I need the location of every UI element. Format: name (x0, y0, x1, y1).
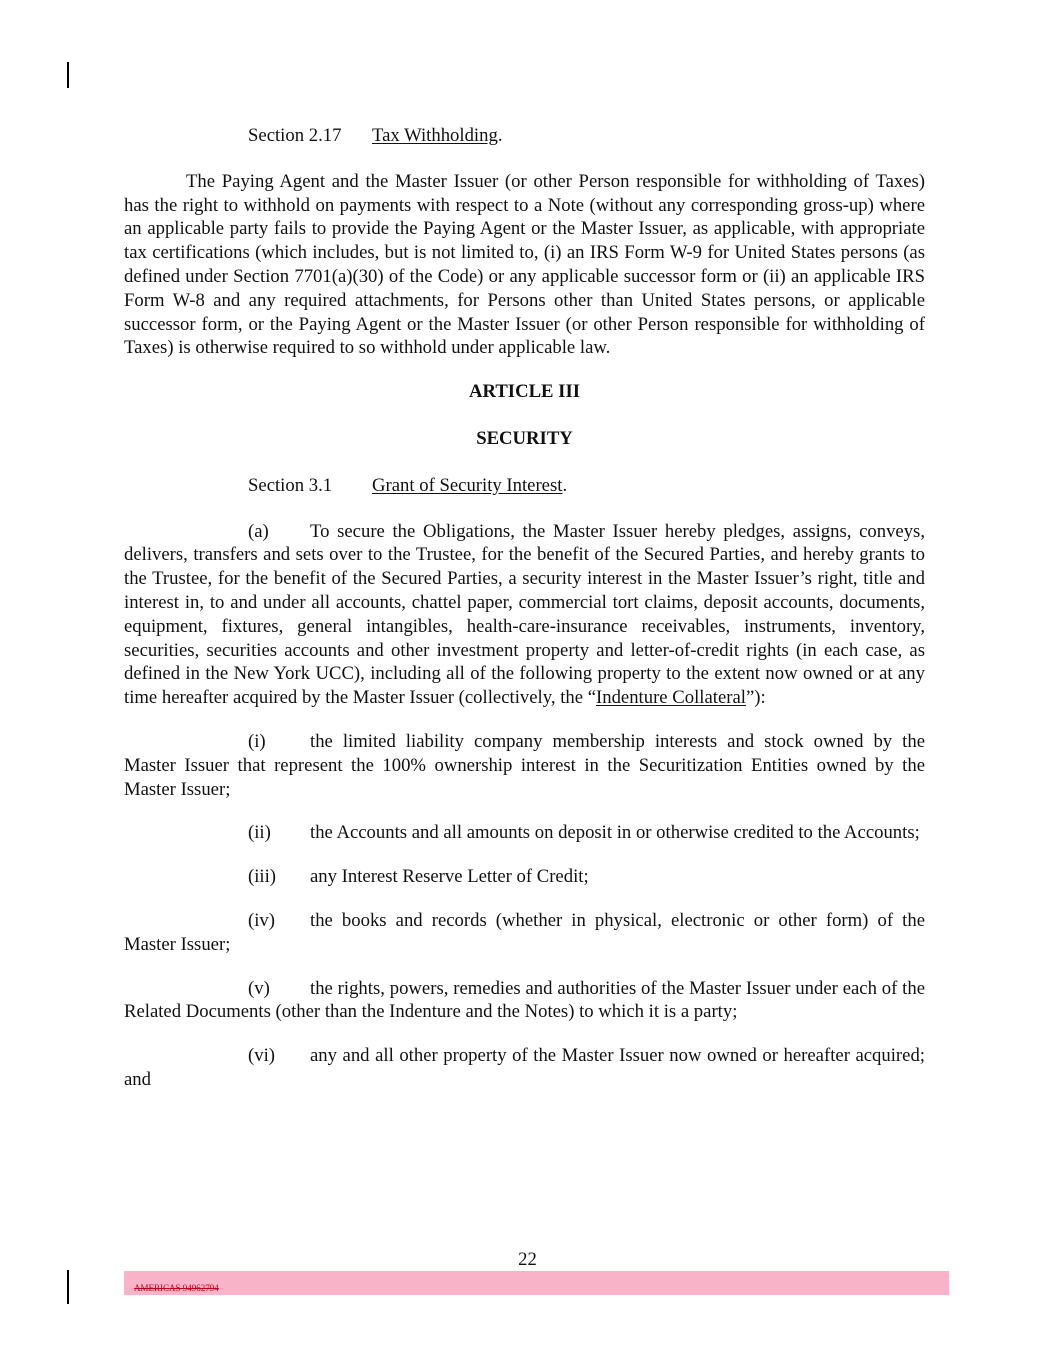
item-marker: (vi) (248, 1045, 275, 1067)
item-text: the Accounts and all amounts on deposit in or otherwise credited to the Accounts; (310, 822, 920, 844)
item-text: any and all other property of the Master Issuer now owned or hereafter acquired; and (124, 1045, 925, 1090)
item-text: the limited liability company membership interests and stock owned by the Master Issuer that represent the 100% ownership interest in the Securitization Entities owned by the Master Issuer; (124, 730, 925, 800)
list-item-i (124, 730, 925, 801)
item-marker: (i) (248, 730, 266, 752)
paragraph-a-text: To secure the Obligations, the Master Issuer hereby pledges, assigns, conveys, delivers, transfers and sets over to the Trustee, for the benefit of the Secured Parties, and hereby grants to the Trustee, for the benefit of the Secured Parties, a security interest in the Master Issuer’s right, title and interest in, to and under all accounts, chattel paper, commercial tort claims, deposit accounts, documents, equipment, fixtures, general intangibles, health-care-insurance receivables, instruments, inventory, securities, securities accounts and other investment property and letter-of-credit rights (in each case, as defined in the New York UCC), including all of the following property to the extent now owned or at any time hereafter acquired by the Master Issuer (collectively, the “ (124, 520, 925, 709)
list-item-iv (124, 909, 925, 957)
document-id: AMERICAS 94962794 (134, 1283, 219, 1293)
article-title: SECURITY (476, 427, 573, 449)
item-text: the books and records (whether in physical, electronic or other form) of the Master Issuer; (124, 909, 925, 955)
item-text: any Interest Reserve Letter of Credit; (310, 866, 589, 888)
item-marker: (v) (248, 977, 270, 999)
list-item-vi (124, 1044, 925, 1092)
defined-term: Indenture Collateral (596, 687, 746, 709)
document-body (124, 124, 925, 1112)
paragraph-a-text-end: ”): (745, 687, 766, 709)
page-number: 22 (518, 1249, 537, 1270)
article-number: ARTICLE III (469, 381, 580, 403)
section-number: Section 3.1 (248, 474, 333, 496)
list-item-ii (124, 821, 925, 845)
section-2-17-heading (124, 124, 925, 148)
paragraph-a (124, 520, 925, 710)
item-text: the rights, powers, remedies and authorities of the Master Issuer under each of the Related Documents (other than the Indenture and the Notes) to which it is a party; (124, 977, 925, 1023)
change-bar-top (67, 62, 69, 88)
change-bar-bottom (67, 1270, 69, 1304)
section-title: Grant of Security Interest (372, 474, 563, 496)
item-marker: (ii) (248, 822, 271, 844)
item-marker: (iii) (248, 866, 277, 888)
section-title: Tax Withholding (372, 125, 498, 146)
section-title-punct: . (562, 474, 568, 496)
footer-highlight (124, 1271, 949, 1295)
paragraph-marker: (a) (248, 520, 269, 542)
section-title-punct: . (497, 125, 503, 146)
section-3-1-heading (124, 474, 925, 498)
section-number: Section 2.17 (248, 125, 342, 146)
item-marker: (iv) (248, 909, 275, 931)
list-item-iii (124, 865, 925, 889)
section-2-17-body: The Paying Agent and the Master Issuer (or other Person responsible for withholding of Taxes) has the right to withhold on payments with respect to a Note (without any corresponding gross-up) where an applicable party fails to provide the Paying Agent or the Master Issuer, as applicable, with appropriate tax certifications (which includes, but is not limited to, (i) an IRS Form W-9 for United States persons (as defined under Section 7701(a)(30) of the Code) or any applicable successor form or (ii) an applicable IRS Form W-8 and any required attachments, for Persons other than United States persons, or applicable successor form, or the Paying Agent or the Master Issuer (or other Person responsible for withholding of Taxes) is otherwise required to so withhold under applicable law. (124, 170, 925, 359)
list-item-v (124, 977, 925, 1025)
